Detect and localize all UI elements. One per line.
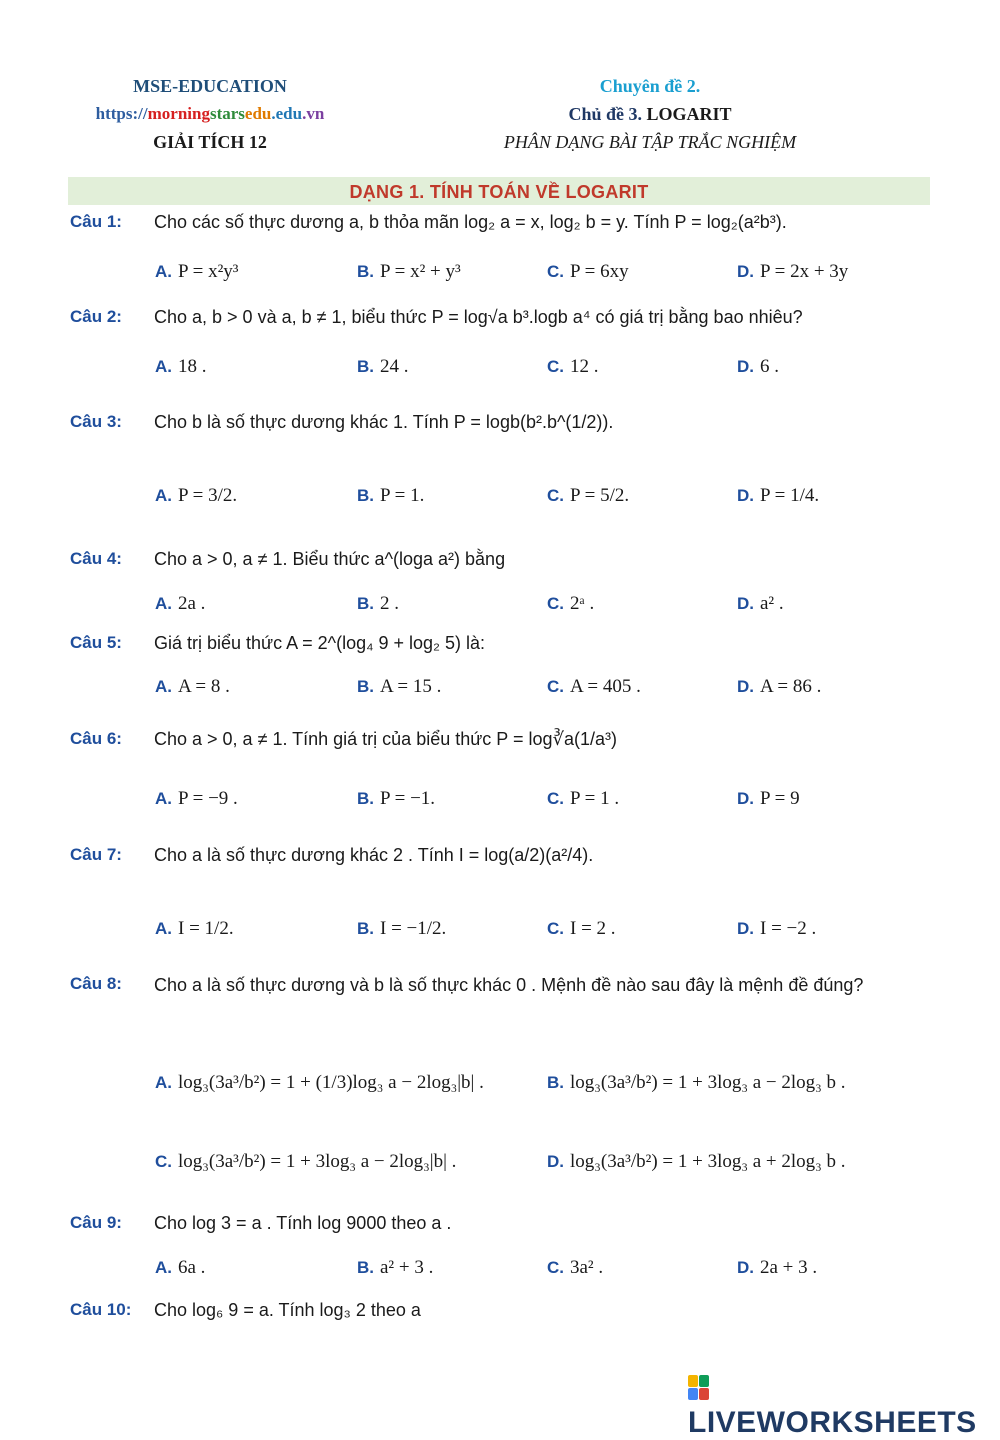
question-text: Cho a, b > 0 và a, b ≠ 1, biểu thức P = log√a b³.logb a⁴ có giá trị bằng bao nhiêu?	[154, 307, 803, 327]
subtitle: PHÂN DẠNG BÀI TẬP TRẮC NGHIỆM	[503, 132, 797, 152]
question-label: Câu 1:	[70, 212, 122, 231]
question-text: Cho b là số thực dương khác 1. Tính P = logb(b².b^(1/2)).	[154, 412, 614, 432]
question-text: Cho a là số thực dương khác 2 . Tính I = log(a/2)(a²/4).	[154, 845, 594, 865]
question-text: Cho các số thực dương a, b thỏa mãn log₂ a = x, log₂ b = y. Tính P = log₂(a²b³).	[154, 212, 787, 232]
option-b[interactable]: B. A = 15 .	[357, 676, 442, 697]
option-b[interactable]: B. 24 .	[357, 356, 409, 377]
question-label: Câu 10:	[70, 1300, 132, 1319]
option-a[interactable]: A. 6a .	[155, 1257, 206, 1278]
option-d[interactable]: D. A = 86 .	[737, 676, 822, 697]
question-label: Câu 3:	[70, 412, 122, 431]
topic: Chuyên đề 2.	[599, 76, 701, 96]
option-a[interactable]: A. P = −9 .	[155, 788, 238, 809]
header-left	[60, 72, 360, 156]
question-text: Cho a > 0, a ≠ 1. Biểu thức a^(loga a²) bằng	[154, 549, 506, 569]
option-a[interactable]: A. P = 3/2.	[155, 485, 238, 506]
option-d[interactable]: D. I = −2 .	[737, 918, 817, 939]
option-c[interactable]: C. A = 405 .	[547, 676, 641, 697]
section-title: DẠNG 1. TÍNH TOÁN VỀ LOGARIT	[68, 177, 930, 205]
question-label: Câu 9:	[70, 1213, 122, 1232]
option-d[interactable]: D. P = 9	[737, 788, 800, 809]
subject: GIẢI TÍCH 12	[153, 132, 267, 152]
option-d[interactable]: D. P = 2x + 3y	[737, 261, 849, 282]
question-text: Cho a là số thực dương và b là số thực khác 0 . Mệnh đề nào sau đây là mệnh đề đúng?	[154, 975, 864, 995]
question-text: Cho a > 0, a ≠ 1. Tính giá trị của biểu thức P = log∛a(1/a³)	[154, 729, 617, 749]
option-a[interactable]: A. A = 8 .	[155, 676, 230, 697]
option-c[interactable]: C. P = 1 .	[547, 788, 620, 809]
question-text: Cho log 3 = a . Tính log 9000 theo a .	[154, 1213, 452, 1233]
option-a[interactable]: A. P = x²y³	[155, 261, 239, 282]
option-b[interactable]: B. a² + 3 .	[357, 1257, 434, 1278]
site-url[interactable]: https://morningstarsedu.edu.vn	[95, 104, 325, 123]
liveworksheets-logo	[688, 1372, 1000, 1440]
option-c[interactable]: C. 12 .	[547, 356, 599, 377]
option-a[interactable]: A. I = 1/2.	[155, 918, 234, 939]
option-a[interactable]: A. log₃(3a³/b²) = 1 + (1/3)log₃ a − 2log₃|b| .	[155, 1072, 484, 1093]
question-label: Câu 6:	[70, 729, 122, 748]
option-b[interactable]: B. log₃(3a³/b²) = 1 + 3log₃ a − 2log₃ b .	[547, 1072, 846, 1093]
option-b[interactable]: B. 2 .	[357, 593, 399, 614]
liveworksheets-icon	[688, 1375, 710, 1401]
option-a[interactable]: A. 18 .	[155, 356, 207, 377]
option-d[interactable]: D. a² .	[737, 593, 784, 614]
option-c[interactable]: C. 3a² .	[547, 1257, 604, 1278]
option-c[interactable]: C. log₃(3a³/b²) = 1 + 3log₃ a − 2log₃|b| .	[155, 1151, 457, 1172]
chapter: Chủ đề 3. LOGARIT	[568, 104, 732, 124]
question-label: Câu 2:	[70, 307, 122, 326]
org-name: MSE-EDUCATION	[133, 76, 287, 96]
header-right	[460, 72, 840, 156]
question-text: Giá trị biểu thức A = 2^(log₄ 9 + log₂ 5) là:	[154, 633, 486, 653]
option-b[interactable]: B. P = x² + y³	[357, 261, 461, 282]
option-d[interactable]: D. log₃(3a³/b²) = 1 + 3log₃ a + 2log₃ b .	[547, 1151, 846, 1172]
question-label: Câu 7:	[70, 845, 122, 864]
option-d[interactable]: D. 2a + 3 .	[737, 1257, 818, 1278]
option-b[interactable]: B. P = −1.	[357, 788, 436, 809]
question-text: Cho log₆ 9 = a. Tính log₃ 2 theo a	[154, 1300, 421, 1320]
option-c[interactable]: C. P = 6xy	[547, 261, 629, 282]
liveworksheets-wordmark: LIVEWORKSHEETS	[688, 1406, 977, 1439]
option-b[interactable]: B. I = −1/2.	[357, 918, 447, 939]
option-a[interactable]: A. 2a .	[155, 593, 206, 614]
question-label: Câu 8:	[70, 974, 122, 993]
option-b[interactable]: B. P = 1.	[357, 485, 425, 506]
option-c[interactable]: C. P = 5/2.	[547, 485, 630, 506]
option-d[interactable]: D. P = 1/4.	[737, 485, 820, 506]
option-c[interactable]: C. 2ᵃ .	[547, 593, 595, 614]
option-d[interactable]: D. 6 .	[737, 356, 779, 377]
option-c[interactable]: C. I = 2 .	[547, 918, 616, 939]
question-label: Câu 5:	[70, 633, 122, 652]
question-label: Câu 4:	[70, 549, 122, 568]
